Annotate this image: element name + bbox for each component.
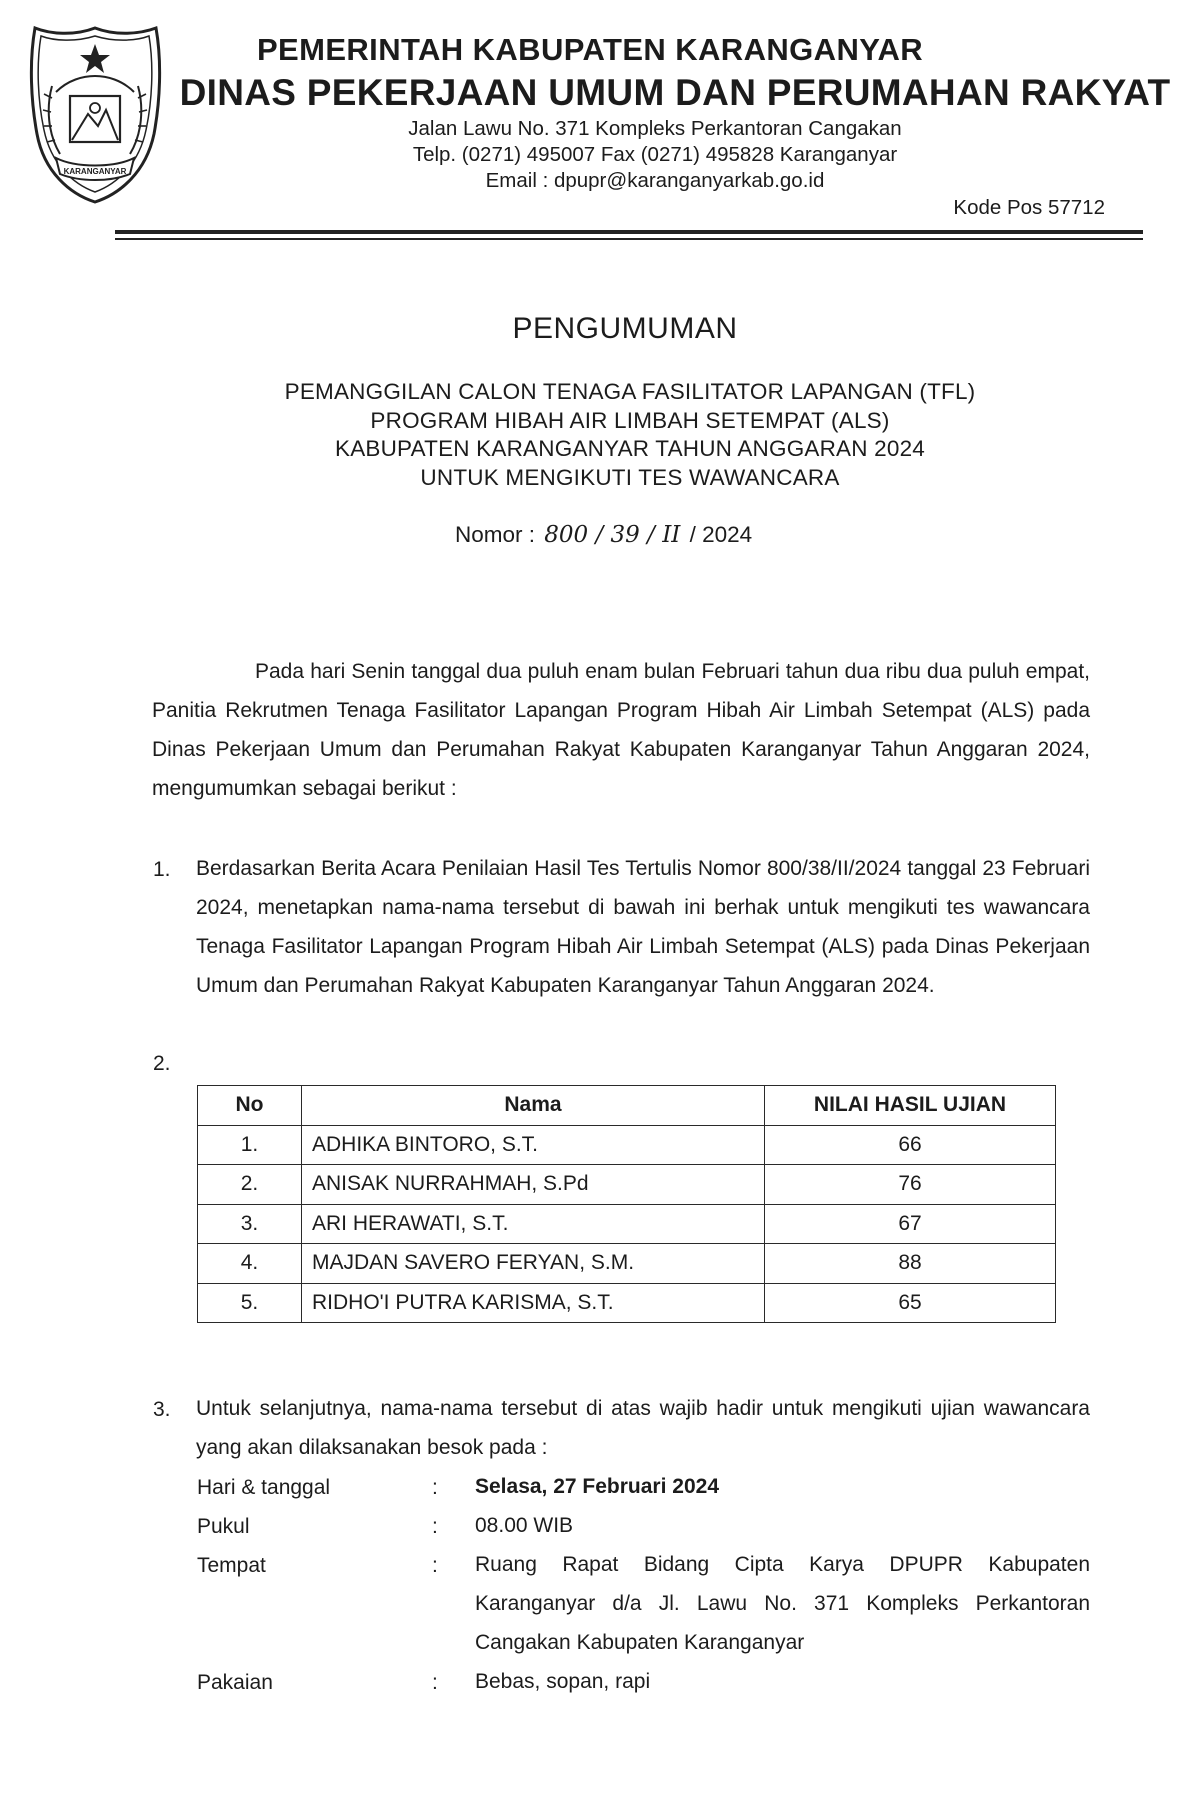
schedule-value-attire: Bebas, sopan, rapi xyxy=(475,1670,651,1693)
letterhead-divider-thick xyxy=(115,230,1143,234)
cell-nama: ARI HERAWATI, S.T. xyxy=(302,1204,765,1244)
column-header-nilai: NILAI HASIL UJIAN xyxy=(765,1086,1056,1126)
item-number: 2. xyxy=(153,1052,171,1075)
letterhead-department: DINAS PEKERJAAN UMUM DAN PERUMAHAN RAKYAT xyxy=(179,72,1171,113)
logo-ribbon-text: KARANGANYAR xyxy=(63,167,127,176)
document-number-year: / 2024 xyxy=(689,522,753,547)
table-row xyxy=(198,1283,1056,1323)
schedule-label-date: Hari & tanggal xyxy=(197,1476,331,1499)
item-text: Berdasarkan Berita Acara Penilaian Hasil Tes Tertulis Nomor 800/38/II/2024 tanggal 23 Februari 2024, menetapkan nama-nama tersebut di bawah ini berhak untuk mengikuti tes wawancara Tenaga Fasilitator Lapangan Program Hibah Air Limbah Setempat (ALS) pada Dinas Pekerjaan Umum dan Perumahan Rakyat Kabupaten Karanganyar Tahun Anggaran 2024. xyxy=(196,857,1090,997)
schedule-label-attire: Pakaian xyxy=(197,1671,273,1694)
letterhead-government: PEMERINTAH KABUPATEN KARANGANYAR xyxy=(256,32,924,67)
cell-nilai: 88 xyxy=(765,1244,1056,1284)
schedule-colon: : xyxy=(432,1515,438,1538)
cell-nama: ANISAK NURRAHMAH, S.Pd xyxy=(302,1165,765,1205)
intro-paragraph: Pada hari Senin tanggal dua puluh enam bulan Februari tahun dua ribu dua puluh empat, Panitia Rekrutmen Tenaga Fasilitator Lapangan Program Hibah Air Limbah Setempat (ALS) pada Dinas Pekerjaan Umum dan Perumahan Rakyat Kabupaten Karanganyar Tahun Anggaran 2024, mengumumkan sebagai berikut : xyxy=(152,660,1090,800)
letterhead-divider-thin xyxy=(115,238,1143,240)
interview-candidates-table xyxy=(197,1085,1056,1323)
schedule-value-place: Ruang Rapat Bidang Cipta Karya DPUPR Kabupaten Karanganyar d/a Jl. Lawu No. 371 Kompleks Perkantoran Cangakan Kabupaten Karanganyar xyxy=(475,1553,1090,1654)
cell-no: 3. xyxy=(198,1204,302,1244)
subtitle-line: PROGRAM HIBAH AIR LIMBAH SETEMPAT (ALS) xyxy=(370,407,890,433)
item-number: 1. xyxy=(153,858,171,881)
schedule-colon: : xyxy=(432,1476,438,1499)
schedule-label-place: Tempat xyxy=(197,1554,266,1577)
subtitle-line: UNTUK MENGIKUTI TES WAWANCARA xyxy=(420,464,840,490)
table-row xyxy=(198,1204,1056,1244)
schedule-colon: : xyxy=(432,1554,438,1577)
table-row xyxy=(198,1125,1056,1165)
table-header-row xyxy=(198,1086,1056,1126)
announcement-subtitle xyxy=(0,378,1200,492)
cell-nama: MAJDAN SAVERO FERYAN, S.M. xyxy=(302,1244,765,1284)
column-header-nama: Nama xyxy=(302,1086,765,1126)
announcement-title: PENGUMUMAN xyxy=(512,312,738,345)
table-row xyxy=(198,1244,1056,1284)
cell-no: 4. xyxy=(198,1244,302,1284)
cell-no: 1. xyxy=(198,1125,302,1165)
schedule-value-time: 08.00 WIB xyxy=(475,1514,574,1537)
item-number: 3. xyxy=(153,1398,171,1421)
document-number xyxy=(455,522,752,548)
cell-no: 2. xyxy=(198,1165,302,1205)
subtitle-line: PEMANGGILAN CALON TENAGA FASILITATOR LAPANGAN (TFL) xyxy=(284,379,976,404)
cell-nilai: 65 xyxy=(765,1283,1056,1323)
cell-nilai: 66 xyxy=(765,1125,1056,1165)
document-number-label: Nomor : xyxy=(455,522,536,547)
cell-nilai: 76 xyxy=(765,1165,1056,1205)
letterhead-phone: Telp. (0271) 495007 Fax (0271) 495828 Karanganyar xyxy=(412,143,898,166)
cell-nama: RIDHO'I PUTRA KARISMA, S.T. xyxy=(302,1283,765,1323)
schedule-value-date: Selasa, 27 Februari 2024 xyxy=(475,1475,719,1498)
letterhead-contact xyxy=(360,116,950,194)
schedule-colon: : xyxy=(432,1671,438,1694)
letterhead-postal-code: Kode Pos 57712 xyxy=(953,196,1105,219)
document-number-handwritten: 800 / 39 / II xyxy=(544,522,681,548)
subtitle-line: KABUPATEN KARANGANYAR TAHUN ANGGARAN 2024 xyxy=(334,436,926,461)
schedule-label-time: Pukul xyxy=(197,1515,250,1538)
cell-nama: ADHIKA BINTORO, S.T. xyxy=(302,1125,765,1165)
cell-no: 5. xyxy=(198,1283,302,1323)
karanganyar-coat-of-arms-icon xyxy=(28,22,163,207)
table-row xyxy=(198,1165,1056,1205)
letterhead-email: Email : dpupr@karanganyarkab.go.id xyxy=(485,169,825,192)
letterhead-address: Jalan Lawu No. 371 Kompleks Perkantoran Cangakan xyxy=(408,117,902,140)
cell-nilai: 67 xyxy=(765,1204,1056,1244)
column-header-no: No xyxy=(198,1086,302,1126)
item-text: Untuk selanjutnya, nama-nama tersebut di atas wajib hadir untuk mengikuti ujian wawancara yang akan dilaksanakan besok pada : xyxy=(196,1397,1090,1459)
